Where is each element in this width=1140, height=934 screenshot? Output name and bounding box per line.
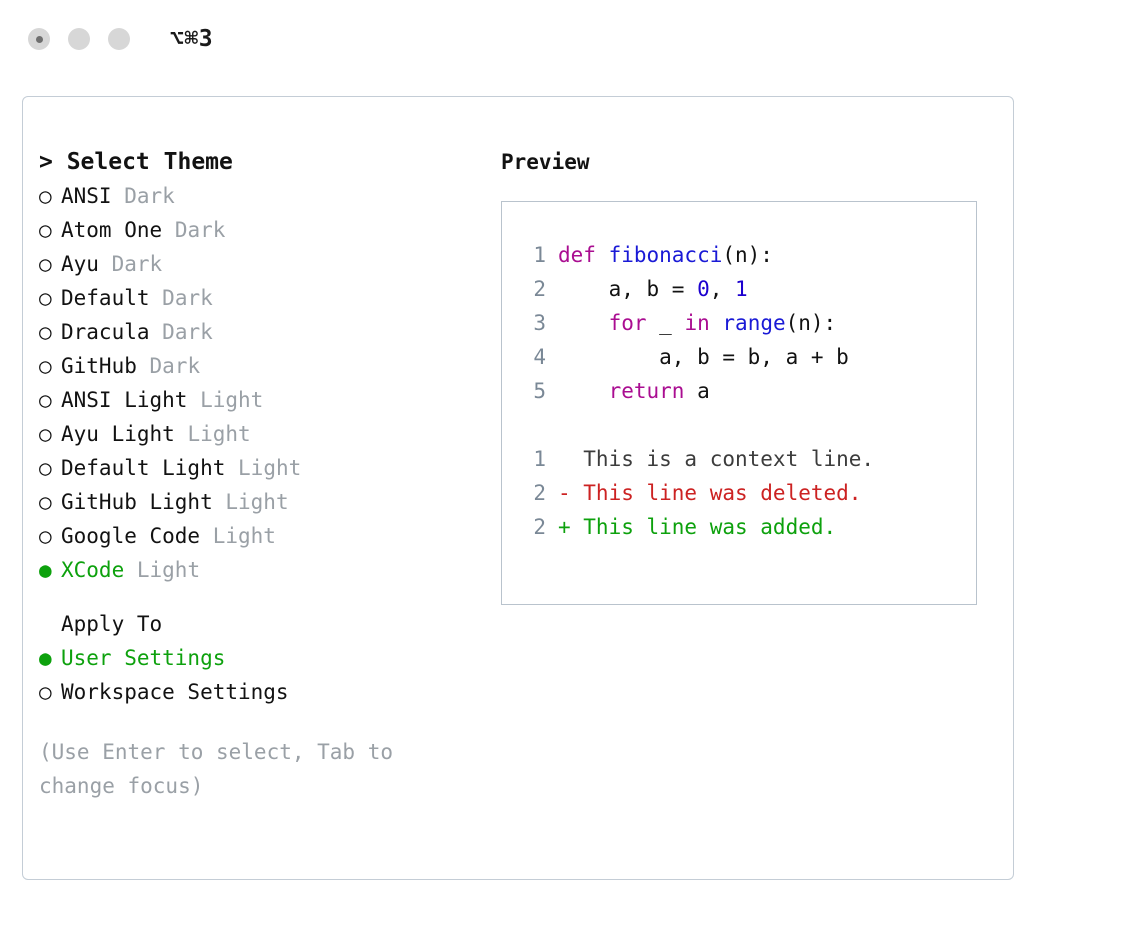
code-token: (n):: [722, 243, 773, 267]
apply-to-option-workspace-settings[interactable]: [39, 675, 479, 709]
radio-unselected-icon: ○: [39, 184, 52, 208]
diff-text: - This line was deleted.: [558, 481, 862, 505]
radio-unselected-icon: ○: [39, 286, 52, 310]
select-theme-prompt: > Select Theme: [39, 149, 233, 175]
apply-to-option-label: Workspace Settings: [61, 680, 289, 704]
spacer: [137, 354, 150, 378]
code-token: 1: [735, 277, 748, 301]
theme-option-dracula[interactable]: [39, 315, 479, 349]
theme-option-github-light[interactable]: [39, 485, 479, 519]
theme-variant-label: Light: [225, 490, 289, 514]
theme-option-label: Default: [61, 286, 150, 310]
diff-line: [520, 476, 976, 510]
code-token: range: [722, 311, 786, 335]
theme-option-label: ANSI Light: [61, 388, 188, 412]
theme-option-default[interactable]: [39, 281, 479, 315]
apply-to-option-label: User Settings: [61, 646, 226, 670]
spacer: [162, 218, 175, 242]
line-number: 2: [533, 515, 546, 539]
preview-box: [501, 201, 977, 605]
spacer: [39, 587, 479, 607]
code-token: [710, 311, 723, 335]
radio-unselected-icon: ○: [39, 218, 52, 242]
theme-picker-column: [39, 145, 479, 803]
theme-variant-label: Light: [187, 422, 251, 446]
theme-variant-label: Dark: [174, 218, 226, 242]
radio-selected-icon: ●: [39, 646, 52, 670]
theme-variant-label: Light: [238, 456, 302, 480]
window-maximize-dot[interactable]: [108, 28, 130, 50]
radio-unselected-icon: ○: [39, 320, 52, 344]
theme-variant-label: Light: [136, 558, 201, 582]
theme-variant-label: Dark: [162, 286, 213, 310]
theme-variant-label: Dark: [124, 184, 175, 208]
spacer: [124, 558, 137, 582]
radio-unselected-icon: ○: [39, 252, 52, 276]
theme-option-xcode[interactable]: [39, 553, 479, 587]
code-token: _: [646, 311, 685, 335]
radio-unselected-icon: ○: [39, 524, 52, 548]
main-panel: [22, 96, 1014, 880]
spacer: [175, 422, 188, 446]
diff-text: This is a context line.: [558, 447, 875, 471]
theme-option-list: [39, 179, 479, 587]
code-token: in: [684, 311, 710, 335]
theme-option-label: Default Light: [61, 456, 226, 480]
code-token: a, b =: [558, 277, 698, 301]
theme-variant-label: Dark: [162, 320, 213, 344]
keyboard-shortcut-label: ⌥⌘3: [170, 26, 214, 52]
spacer: [112, 184, 125, 208]
code-diff-gap: [520, 408, 976, 442]
theme-option-ansi[interactable]: [39, 179, 479, 213]
preview-title: Preview: [501, 150, 590, 174]
apply-to-title: Apply To: [61, 612, 163, 636]
theme-option-github[interactable]: [39, 349, 479, 383]
spacer: [150, 286, 163, 310]
code-token: 0: [697, 277, 710, 301]
code-sample: [520, 238, 976, 408]
radio-unselected-icon: ○: [39, 422, 52, 446]
code-token: fibonacci: [608, 243, 723, 267]
line-number: 3: [533, 311, 546, 335]
code-line: [520, 306, 976, 340]
line-number: 2: [533, 481, 546, 505]
theme-option-label: GitHub: [61, 354, 137, 378]
code-line: [520, 374, 976, 408]
radio-unselected-icon: ○: [39, 354, 52, 378]
preview-column: [501, 145, 1001, 605]
theme-option-label: GitHub Light: [61, 490, 213, 514]
theme-option-atom-one[interactable]: [39, 213, 479, 247]
theme-option-default-light[interactable]: [39, 451, 479, 485]
theme-variant-label: Light: [200, 388, 264, 412]
keyboard-hint: (Use Enter to select, Tab to change focus): [39, 740, 406, 798]
diff-sample: [520, 442, 976, 544]
line-number: 1: [533, 243, 546, 267]
spacer: [187, 388, 200, 412]
theme-variant-label: Light: [212, 524, 276, 548]
theme-option-label: Atom One: [61, 218, 163, 242]
code-token: def: [558, 243, 609, 267]
theme-option-label: ANSI: [61, 184, 112, 208]
theme-option-label: Google Code: [61, 524, 201, 548]
theme-option-label: Ayu Light: [61, 422, 175, 446]
code-token: return: [608, 379, 685, 403]
line-number: 1: [533, 447, 546, 471]
spacer: [150, 320, 163, 344]
theme-option-ayu-light[interactable]: [39, 417, 479, 451]
theme-variant-label: Dark: [111, 252, 163, 276]
theme-option-google-code[interactable]: [39, 519, 479, 553]
code-token: for: [608, 311, 647, 335]
line-number: 5: [533, 379, 546, 403]
theme-variant-label: Dark: [149, 354, 201, 378]
spacer: [225, 456, 238, 480]
code-token: a, b = b, a + b: [558, 345, 849, 369]
theme-option-label: Dracula: [61, 320, 150, 344]
code-line: [520, 272, 976, 306]
radio-unselected-icon: ○: [39, 490, 52, 514]
radio-selected-icon: ●: [39, 558, 52, 582]
theme-option-ansi-light[interactable]: [39, 383, 479, 417]
spacer: [213, 490, 226, 514]
code-token: a: [684, 379, 710, 403]
radio-unselected-icon: ○: [39, 456, 52, 480]
diff-text: + This line was added.: [558, 515, 837, 539]
apply-to-option-list: [39, 641, 479, 709]
radio-unselected-icon: ○: [39, 680, 52, 704]
diff-line: [520, 442, 976, 476]
title-bar: [0, 0, 1140, 78]
apply-to-option-user-settings[interactable]: [39, 641, 479, 675]
diff-line: [520, 510, 976, 544]
spacer: [200, 524, 213, 548]
theme-option-ayu[interactable]: [39, 247, 479, 281]
line-number: 2: [533, 277, 546, 301]
code-token: [558, 311, 609, 335]
code-line: [520, 238, 976, 272]
window-minimize-dot[interactable]: [68, 28, 90, 50]
code-token: (n):: [785, 311, 837, 335]
line-number: 4: [533, 345, 546, 369]
window-close-dot[interactable]: [28, 28, 50, 50]
theme-option-label: Ayu: [61, 252, 99, 276]
spacer: [99, 252, 112, 276]
code-token: ,: [709, 277, 736, 301]
code-line: [520, 340, 976, 374]
code-token: [558, 379, 609, 403]
radio-unselected-icon: ○: [39, 388, 52, 412]
theme-option-label: XCode: [61, 558, 125, 582]
